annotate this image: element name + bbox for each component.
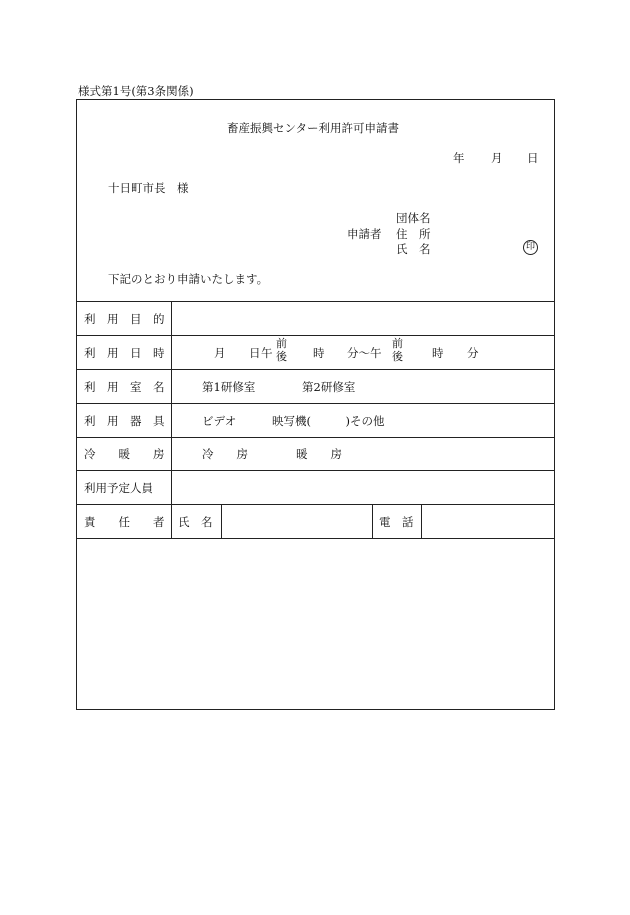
datetime-hour-end: 時	[432, 346, 444, 360]
equipment-video[interactable]: ビデオ	[202, 414, 237, 428]
applicant-name-label: 氏 名	[396, 242, 431, 256]
date-month-label: 月	[491, 151, 503, 165]
responsible-label: 責 任 者	[84, 515, 165, 529]
datetime-day: 日	[249, 346, 261, 360]
datetime-month: 月	[214, 346, 226, 360]
responsible-name-field[interactable]	[222, 505, 371, 537]
intro-text: 下記のとおり申請いたします。	[108, 272, 269, 286]
am-option: 前	[392, 337, 403, 350]
remarks-area[interactable]	[77, 539, 554, 709]
people-field[interactable]	[172, 471, 554, 503]
equipment-label: 利 用 器 具	[84, 414, 165, 428]
am-option: 前	[276, 337, 287, 350]
aircon-label: 冷 暖 房	[84, 447, 165, 461]
pm-option: 後	[276, 350, 287, 363]
row-divider	[76, 437, 555, 438]
purpose-label: 利 用 目 的	[84, 312, 165, 326]
responsible-phone-label: 電 話	[379, 515, 414, 529]
applicant-label: 申請者	[347, 227, 382, 241]
room-option-2[interactable]: 第2研修室	[302, 380, 356, 394]
pm-option: 後	[392, 350, 403, 363]
purpose-field[interactable]	[172, 302, 554, 334]
ampm-choice-end[interactable]	[392, 337, 403, 363]
people-label: 利用予定人員	[84, 481, 153, 495]
applicant-group-name-label: 団体名	[396, 211, 431, 225]
date-day-label: 日	[527, 151, 539, 165]
datetime-ampm-prefix: 午	[261, 346, 273, 360]
responsible-phone-field[interactable]	[422, 505, 554, 537]
datetime-minute-range: 分〜午	[347, 346, 382, 360]
applicant-address-label: 住 所	[396, 227, 431, 241]
responsible-name-label: 氏 名	[178, 515, 213, 529]
room-option-1[interactable]: 第1研修室	[202, 380, 256, 394]
row-divider	[76, 369, 555, 370]
date-year-label: 年	[453, 151, 465, 165]
row-divider	[76, 403, 555, 404]
heating-option[interactable]: 暖 房	[296, 447, 342, 461]
name-field-divider	[372, 504, 373, 538]
datetime-label: 利 用 日 時	[84, 346, 165, 360]
seal-mark: 印	[523, 240, 538, 255]
form-number-label: 様式第1号(第3条関係)	[78, 84, 194, 98]
row-divider	[76, 335, 555, 336]
room-label: 利 用 室 名	[84, 380, 165, 394]
datetime-hour: 時	[313, 346, 325, 360]
addressee: 十日町市長 様	[108, 181, 189, 195]
datetime-minute-end: 分	[467, 346, 479, 360]
cooling-option[interactable]: 冷 房	[202, 447, 248, 461]
equipment-projector-other[interactable]: 映写機( )その他	[272, 414, 385, 428]
ampm-choice-start[interactable]	[276, 337, 287, 363]
form-title: 畜産振興センター利用許可申請書	[227, 121, 400, 135]
